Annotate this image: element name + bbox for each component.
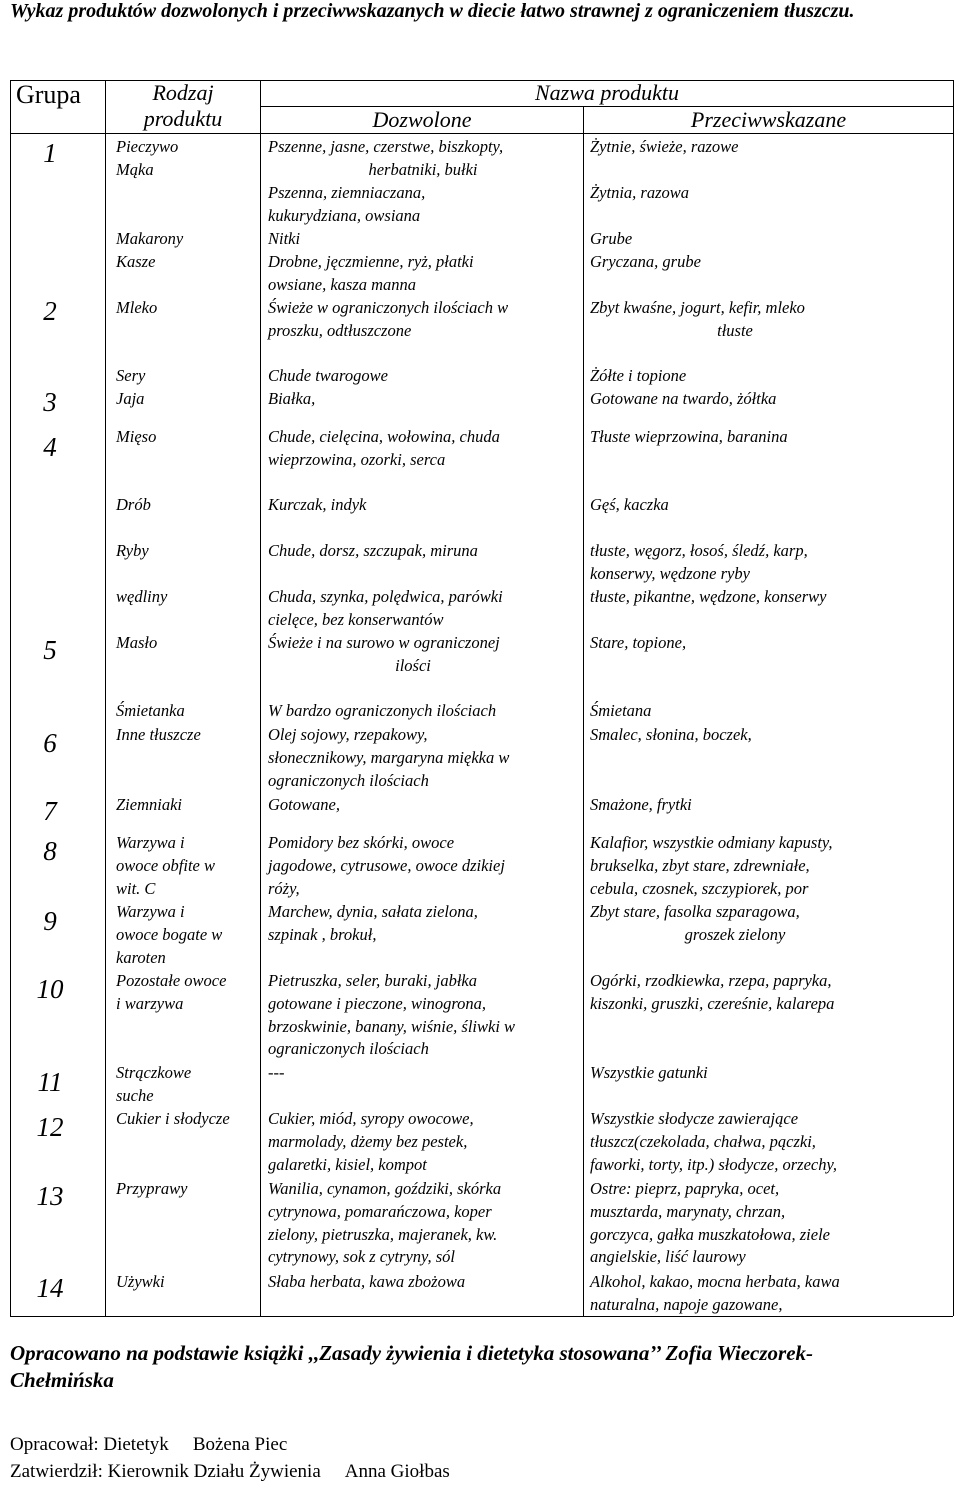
forbidden-text [590, 1108, 837, 1176]
forbidden-text [590, 1271, 840, 1317]
product-name: Pieczywo [116, 137, 179, 156]
forbidden-line: Ostre: pieprz, papryka, ocet, [590, 1179, 780, 1198]
product-line: suche [116, 1085, 154, 1105]
forbidden-text: Grube [590, 229, 633, 248]
product-line: Warzywa i [116, 833, 185, 852]
allowed-text [268, 136, 578, 182]
product-name: Mięso [116, 427, 157, 446]
table-border-left [10, 80, 11, 1316]
product-name: Kasze [116, 252, 156, 271]
product-name: Używki [116, 1272, 165, 1291]
forbidden-text [590, 1178, 830, 1269]
prepared-name: Bożena Piec [192, 1434, 288, 1455]
allowed-text [268, 1108, 474, 1176]
allowed-line: róży, [268, 878, 300, 898]
forbidden-text [590, 901, 880, 947]
product-line: karoten [116, 947, 166, 967]
allowed-line: Drobne, jęczmienne, ryż, płatki [268, 252, 474, 271]
document-title: Wykaz produktów dozwolonych i przeciwwskazanych w diecie łatwo strawnej z ograniczeniem tłuszczu. [10, 0, 855, 22]
header-nazwa: Nazwa produktu [534, 80, 680, 105]
product-name: Masło [116, 633, 158, 652]
forbidden-line: faworki, torty, itp.) słodycze, orzechy, [590, 1154, 838, 1174]
product-line: owoce bogate w [116, 924, 223, 944]
product-name: Ziemniaki [116, 795, 182, 814]
allowed-line: ograniczonych ilościach [268, 770, 429, 790]
source-note-line: Opracowano na podstawie książki ,,Zasady żywienia i dietetyka stosowana’’ Zofia Wieczorek- [10, 1341, 814, 1365]
product-name: Makarony [116, 229, 184, 248]
product-name: Inne tłuszcze [116, 725, 201, 744]
approved-name: Anna Giołbas [344, 1461, 450, 1482]
allowed-text: --- [268, 1063, 285, 1082]
header-grupa: Grupa [16, 80, 81, 109]
header-przeciwwskazane: Przeciwwskazane [690, 107, 847, 132]
header-bottom-line [10, 133, 953, 134]
product-line: wit. C [116, 878, 156, 898]
product-name [116, 832, 215, 900]
forbidden-text: tłuste, pikantne, wędzone, konserwy [590, 587, 827, 606]
allowed-line: ograniczonych ilościach [268, 1039, 429, 1059]
forbidden-line: Zbyt kwaśne, jogurt, kefir, mleko [590, 298, 805, 317]
allowed-line: Pomidory bez skórki, owoce [268, 833, 455, 852]
group-number: 14 [36, 1273, 64, 1303]
forbidden-line: Ogórki, rzodkiewka, rzepa, papryka, [590, 971, 832, 990]
product-name: Przyprawy [116, 1179, 188, 1198]
forbidden-text [590, 970, 834, 1016]
forbidden-text: Żytnie, świeże, razowe [590, 137, 739, 156]
forbidden-text: Żytnia, razowa [590, 183, 690, 202]
forbidden-text: Smażone, frytki [590, 795, 692, 814]
allowed-text [268, 251, 474, 297]
forbidden-line: gorczyca, gałka muszkatołowa, ziele [590, 1224, 830, 1244]
forbidden-text [590, 540, 808, 586]
allowed-text: Słaba herbata, kawa zbożowa [268, 1272, 466, 1291]
product-name: Drób [116, 495, 151, 514]
forbidden-line: konserwy, wędzone ryby [590, 563, 750, 583]
forbidden-line: naturalna, napoje gazowane, [590, 1294, 783, 1314]
approved-by [10, 1460, 450, 1484]
group-number: 12 [36, 1112, 64, 1142]
allowed-text [268, 586, 503, 632]
product-name [116, 901, 222, 969]
allowed-line: herbatniki, bułki [368, 159, 478, 179]
forbidden-line: brukselka, zbyt stare, zdrewniałe, [590, 855, 810, 875]
allowed-line: Cukier, miód, syropy owocowe, [268, 1109, 474, 1128]
allowed-line: ilości [395, 655, 431, 675]
group-number: 3 [43, 387, 57, 417]
allowed-line: słonecznikowy, margaryna miękka w [268, 747, 510, 767]
allowed-line: Pszenna, ziemniaczana, [268, 183, 426, 202]
header-rodzaj-line1: Rodzaj [152, 80, 214, 105]
group-number: 6 [43, 728, 57, 758]
header-rodzaj [106, 80, 260, 132]
product-name: Jaja [116, 389, 145, 408]
forbidden-line: Kalafior, wszystkie odmiany kapusty, [590, 833, 833, 852]
allowed-line: Świeże i na surowo w ograniczonej [268, 633, 500, 652]
group-number: 9 [43, 906, 57, 936]
product-name: Sery [116, 366, 146, 385]
allowed-line: marmolady, dżemy bez pestek, [268, 1131, 468, 1151]
product-name: wędliny [116, 587, 168, 606]
allowed-line: Pietruszka, seler, buraki, jabłka [268, 971, 477, 990]
allowed-line: cielęce, bez konserwantów [268, 609, 444, 629]
source-note [10, 1340, 950, 1394]
forbidden-line: groszek zielony [684, 924, 786, 944]
forbidden-text: Stare, topione, [590, 633, 687, 652]
allowed-text [268, 724, 509, 792]
allowed-line: szpinak , brokuł, [268, 924, 377, 944]
allowed-text [268, 632, 558, 678]
forbidden-line: tłuste, węgorz, łosoś, śledź, karp, [590, 541, 808, 560]
allowed-text: Nitki [268, 229, 301, 248]
group-number: 4 [43, 432, 57, 462]
product-name [116, 1062, 191, 1108]
group-number: 11 [37, 1067, 63, 1097]
source-note-line: Chełmińska [10, 1368, 114, 1392]
allowed-text: Białka, [268, 389, 316, 408]
product-table [10, 80, 953, 1316]
product-name: Mleko [116, 298, 158, 317]
allowed-line: Chude, cielęcina, wołowina, chuda [268, 427, 500, 446]
approved-label: Zatwierdził: Kierownik Działu Żywienia [10, 1461, 321, 1482]
allowed-line: Chuda, szynka, polędwica, parówki [268, 587, 503, 606]
column-divider-allowed [583, 106, 584, 1316]
forbidden-text: Smalec, słonina, boczek, [590, 725, 752, 744]
product-line: Strączkowe [116, 1063, 192, 1082]
allowed-line: proszku, odtłuszczone [268, 320, 412, 340]
forbidden-text: Gryczana, grube [590, 252, 701, 271]
allowed-line: kukurydziana, owsiana [268, 205, 421, 225]
allowed-line: galaretki, kisiel, kompot [268, 1154, 427, 1174]
allowed-text [268, 901, 478, 947]
product-line: owoce obfite w [116, 855, 215, 875]
allowed-text [268, 832, 505, 900]
forbidden-line: kiszonki, gruszki, czereśnie, kalarepa [590, 993, 835, 1013]
allowed-line: cytrynowy, sok z cytryny, sól [268, 1247, 455, 1267]
group-number: 5 [43, 635, 57, 665]
allowed-text: Gotowane, [268, 795, 340, 814]
prepared-by [10, 1433, 287, 1457]
forbidden-line: angielskie, liść laurowy [590, 1247, 746, 1267]
group-number: 7 [43, 796, 57, 826]
allowed-text [268, 426, 500, 472]
allowed-line: Marchew, dynia, sałata zielona, [268, 902, 478, 921]
allowed-text: Chude twarogowe [268, 366, 388, 385]
product-line: Pozostałe owoce [116, 971, 227, 990]
allowed-text: Chude, dorsz, szczupak, miruna [268, 541, 478, 560]
allowed-line: Świeże w ograniczonych ilościach w [268, 298, 509, 317]
column-divider-group [105, 80, 106, 1316]
group-number: 8 [43, 836, 57, 866]
allowed-line: jagodowe, cytrusowe, owoce dzikiej [268, 855, 505, 875]
allowed-line: Wanilia, cynamon, goździki, skórka [268, 1179, 502, 1198]
forbidden-text [590, 297, 880, 343]
allowed-line: brzoskwinie, banany, wiśnie, śliwki w [268, 1016, 516, 1036]
column-divider-product [260, 80, 261, 1316]
forbidden-line: Zbyt stare, fasolka szparagowa, [590, 902, 800, 921]
product-name: Ryby [116, 541, 149, 560]
forbidden-text: Gęś, kaczka [590, 495, 669, 514]
product-name: Cukier i słodycze [116, 1109, 230, 1128]
forbidden-line: cebula, czosnek, szczypiorek, por [590, 878, 809, 898]
forbidden-text: Wszystkie gatunki [590, 1063, 708, 1082]
allowed-line: owsiane, kasza manna [268, 274, 417, 294]
allowed-line: zielony, pietruszka, majeranek, kw. [268, 1224, 498, 1244]
group-number: 13 [36, 1181, 64, 1211]
group-number: 10 [36, 974, 64, 1004]
product-name: Śmietanka [116, 701, 185, 720]
product-line: Warzywa i [116, 902, 185, 921]
product-name: Mąka [116, 160, 154, 179]
forbidden-line: Wszystkie słodycze zawierające [590, 1109, 799, 1128]
forbidden-line: tłuste [717, 320, 753, 340]
forbidden-text: Śmietana [590, 701, 652, 720]
allowed-line: wieprzowina, ozorki, serca [268, 449, 446, 469]
allowed-line: cytrynowa, pomarańczowa, koper [268, 1201, 492, 1221]
forbidden-text: Tłuste wieprzowina, baranina [590, 427, 788, 446]
product-name [116, 970, 226, 1016]
table-border-right [953, 80, 954, 1316]
allowed-text [268, 1178, 501, 1269]
header-rodzaj-line2: produktu [143, 106, 223, 131]
allowed-text [268, 970, 515, 1061]
group-number: 1 [43, 138, 57, 168]
forbidden-text: Gotowane na twardo, żółtka [590, 389, 777, 408]
allowed-text: W bardzo ograniczonych ilościach [268, 701, 497, 720]
forbidden-text: Żółte i topione [590, 366, 687, 385]
allowed-text: Kurczak, indyk [268, 495, 367, 514]
header-dozwolone: Dozwolone [372, 107, 472, 132]
allowed-text [268, 297, 508, 343]
allowed-line: Pszenne, jasne, czerstwe, biszkopty, [268, 137, 504, 156]
product-line: i warzywa [116, 993, 184, 1013]
allowed-line: gotowane i pieczone, winogrona, [268, 993, 486, 1013]
forbidden-line: tłuszcz(czekolada, chałwa, pączki, [590, 1131, 816, 1151]
allowed-text [268, 182, 425, 228]
forbidden-line: Alkohol, kakao, mocna herbata, kawa [590, 1272, 840, 1291]
allowed-line: Olej sojowy, rzepakowy, [268, 725, 428, 744]
group-number: 2 [43, 296, 57, 326]
forbidden-text [590, 832, 832, 900]
forbidden-line: musztarda, marynaty, chrzan, [590, 1201, 786, 1221]
prepared-label: Opracował: Dietetyk [10, 1434, 169, 1455]
